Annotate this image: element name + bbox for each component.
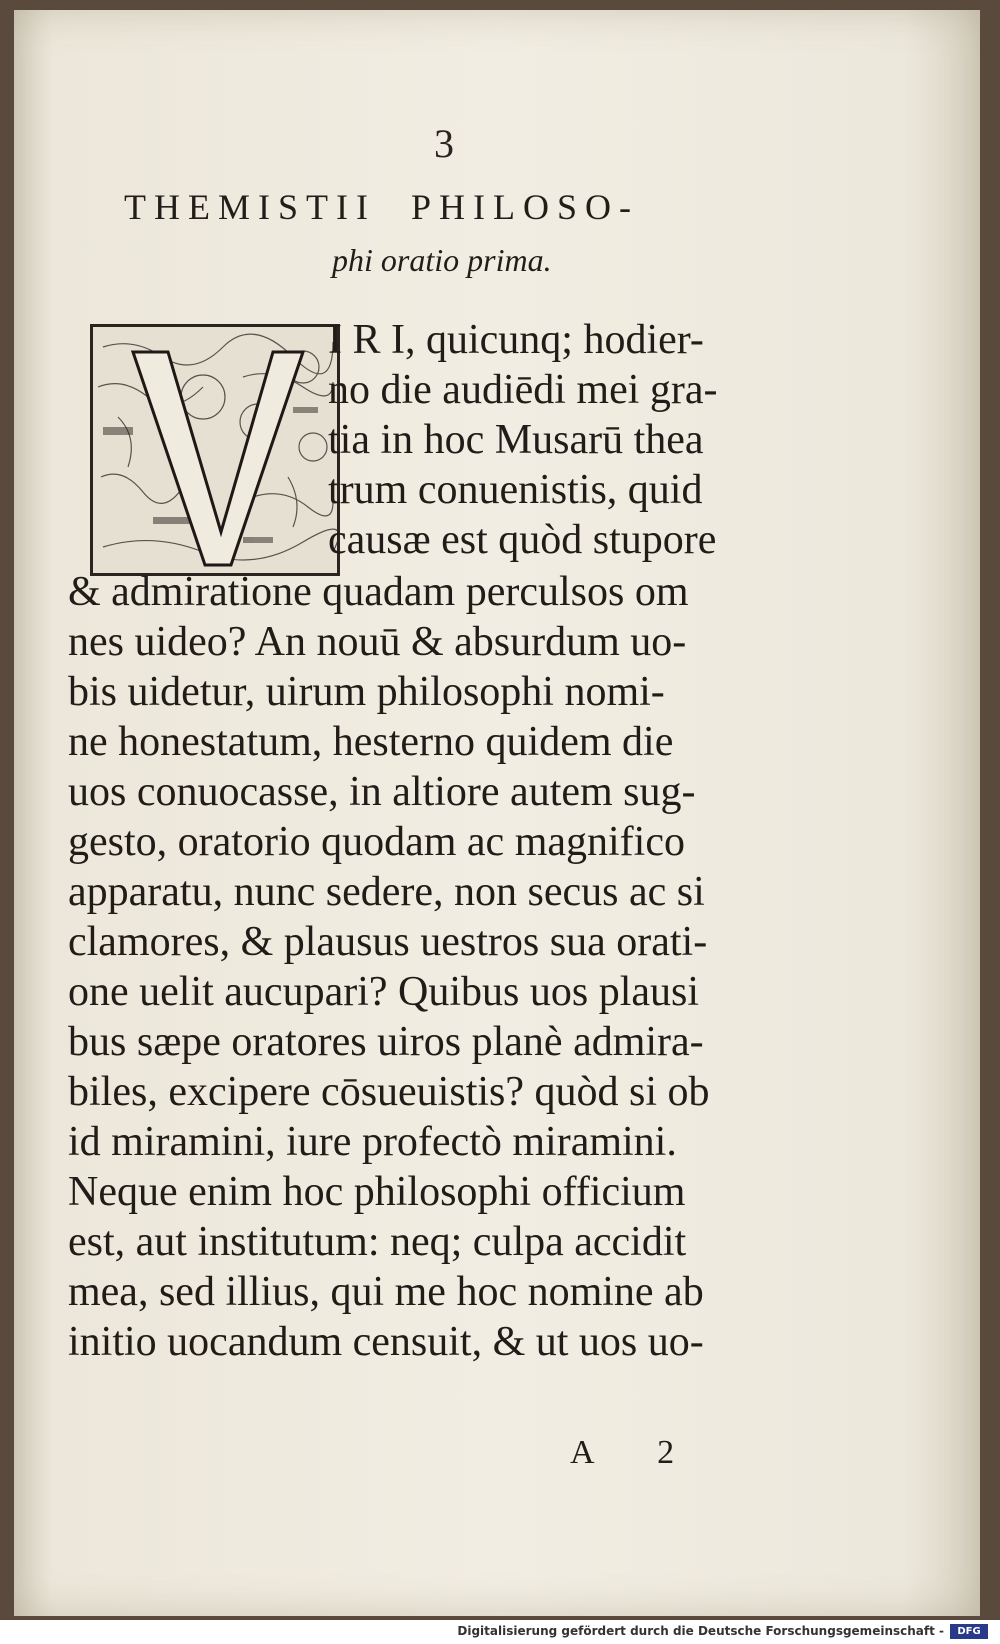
text-line: one uelit aucupari? Quibus uos plausi — [68, 969, 700, 1015]
text-line: tia in hoc Musarū thea — [328, 417, 704, 463]
text-line: no die audiēdi mei gra- — [328, 367, 718, 413]
text-line: bis uidetur, uirum philosophi nomi- — [68, 669, 665, 715]
dfg-logo-icon: DFG — [950, 1624, 988, 1639]
text-line: bus sæpe oratores uiros planè admira- — [68, 1019, 704, 1065]
title-line-1: THEMISTII PHILOSO- — [124, 187, 639, 227]
text-line: trum conuenistis, quid — [328, 467, 703, 513]
text-line: causæ est quòd stupore — [328, 517, 717, 563]
decorated-initial-icon — [90, 324, 340, 576]
text-line: gesto, oratorio quodam ac magnifico — [68, 819, 685, 865]
text-line: biles, excipere cōsueuistis? quòd si ob — [68, 1069, 710, 1115]
text-line: est, aut institutum: neq; culpa accidit — [68, 1219, 687, 1265]
title-line-2: phi oratio prima. — [332, 242, 552, 278]
book-page — [14, 10, 980, 1616]
text-line: I R I, quicunq; hodier- — [328, 317, 704, 363]
text-line: nes uideo? An nouū & absurdum uo- — [68, 619, 687, 665]
text-line: mea, sed illius, qui me hoc nomine ab — [68, 1269, 704, 1315]
text-line: apparatu, nunc sedere, non secus ac si — [68, 869, 705, 915]
text-line: clamores, & plausus uestros sua orati- — [68, 919, 708, 965]
text-line: uos conuocasse, in altiore autem sug- — [68, 769, 696, 815]
text-line: Neque enim hoc philosophi officium — [68, 1169, 686, 1215]
page-number: 3 — [434, 121, 454, 166]
signature-mark: A 2 — [570, 1434, 703, 1471]
footer-bar — [0, 1620, 1000, 1644]
text-line: & admiratione quadam perculsos om — [68, 569, 689, 615]
text-line: ne honestatum, hesterno quidem die — [68, 719, 674, 765]
text-line: id miramini, iure profectò miramini. — [68, 1119, 677, 1165]
text-line: initio uocandum censuit, & ut uos uo- — [68, 1319, 704, 1365]
footer-credit: Digitalisierung gefördert durch die Deutsche Forschungsgemeinschaft - — [457, 1624, 944, 1638]
woodcut-initial-V-icon — [93, 327, 337, 573]
